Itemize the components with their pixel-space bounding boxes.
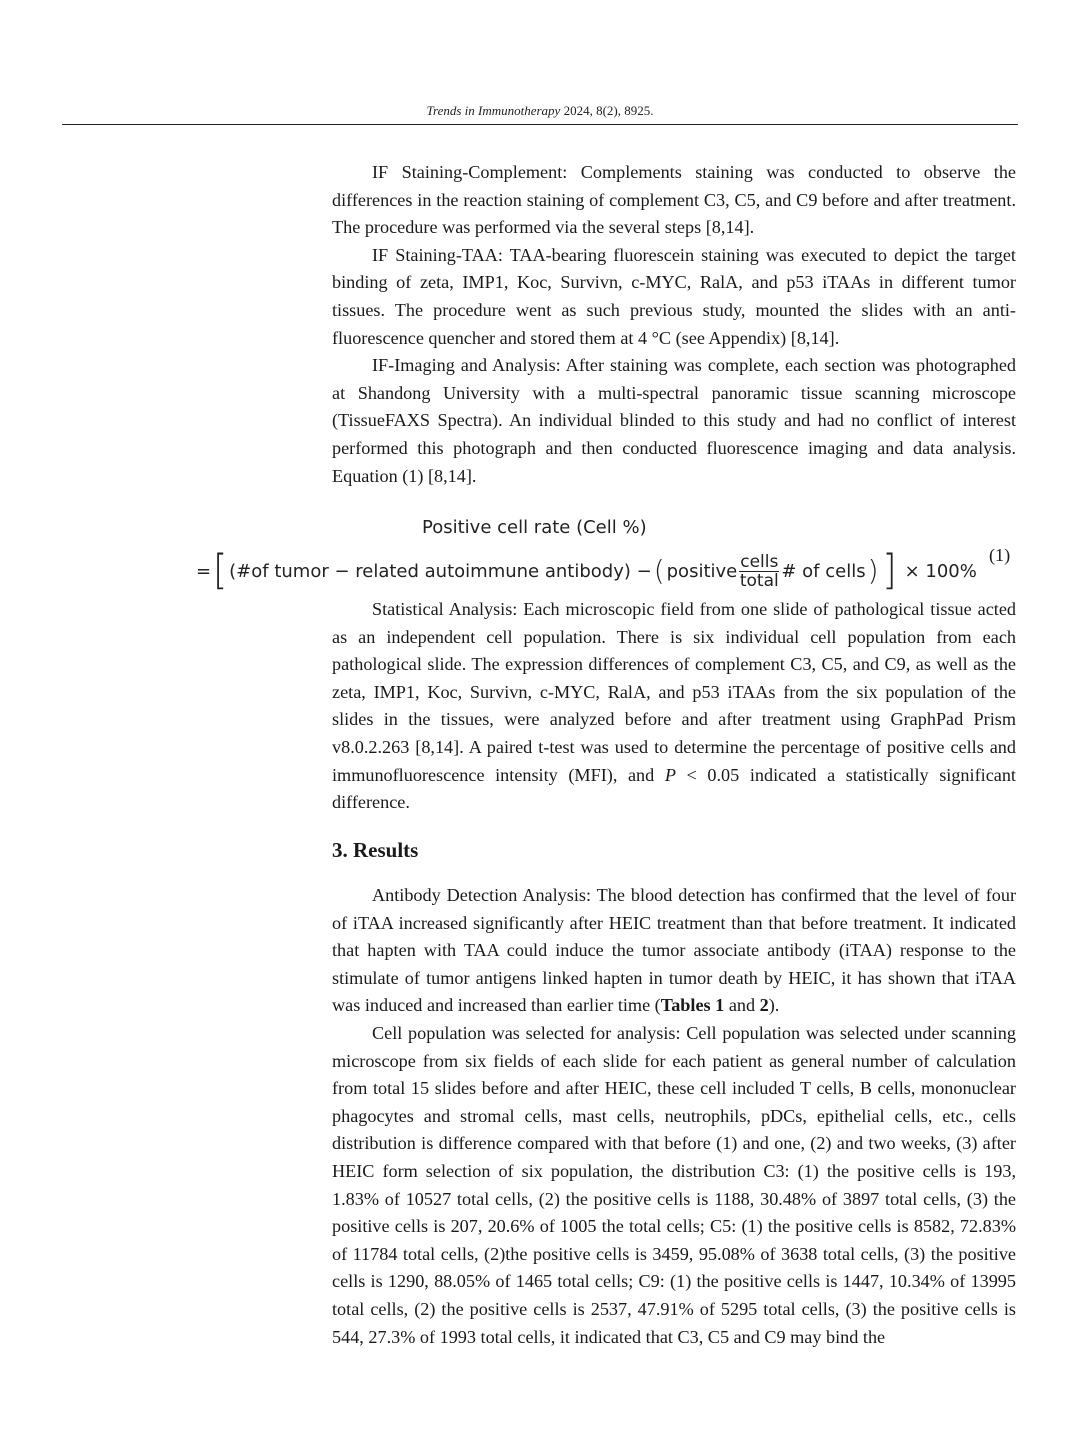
results-block (332, 882, 1016, 1351)
equation-close-paren: ) (867, 554, 879, 587)
results-text-mid: and (724, 995, 760, 1016)
equation-equals: = (196, 560, 212, 582)
fraction-numerator: cells (740, 551, 779, 572)
equation-number: (1) (989, 545, 1011, 565)
results-text-c: ). (768, 995, 780, 1016)
stat-p-symbol: P (664, 764, 676, 785)
header-rule (62, 124, 1018, 125)
equation-fraction (739, 553, 779, 590)
equation-rhs (196, 545, 977, 597)
equation-term3: # of cells (781, 560, 866, 582)
equation-close-bracket: ] (882, 546, 897, 594)
paragraph-if-staining-taa: IF Staining-TAA: TAA-bearing fluorescein staining was executed to depict the target binding of zeta, IMP1, Koc, Survivn, c-MYC, RalA, and p53 iTAAs in different tumor tissues. The procedure went as such previous study, mounted the slides with an anti-fluorescence quencher and stored them at 4 °C (see Appendix) [8,14]. (332, 244, 1016, 348)
equation-tail: × 100% (904, 560, 977, 582)
paragraph-if-staining-complement: IF Staining-Complement: Complements staining was conducted to observe the differences in the reaction staining of complement C3, C5, and C9 before and after treatment. The procedure was performed via the several steps [8,14]. (332, 162, 1016, 238)
stat-text-a: Statistical Analysis: Each microscopic field from one slide of pathological tissue acted as an independent cell population. There is six individual cell population from each pathological slide. The expression differences of complement C3, C5, and C9, as well as the zeta, IMP1, Koc, Survivn, c-MYC, RalA, and p53 iTAAs from the six population of the slides in the tissues, were analyzed before and after treatment using GraphPad Prism v8.0.2.263 [8,14]. A paired t-test was used to determine the percentage of positive cells and immunofluorescence intensity (MFI), and (332, 599, 1016, 785)
equation-open-bracket: [ (213, 546, 228, 594)
results-text-a: Antibody Detection Analysis: The blood detection has confirmed that the level of four of iTAA increased significantly after HEIC treatment than that before treatment. It indicated that hapten with TAA could induce the tumor associate antibody (iTAA) response to the stimulate of tumor antigens linked hapten in tumor death by HEIC, it has shown that iTAA was induced and increased than earlier time ( (332, 885, 1016, 1016)
section-title-results: 3. Results (332, 838, 419, 862)
tables-ref-1: Tables 1 (660, 995, 725, 1016)
stat-text-b: < 0.05 indicated a statistically significant difference. (332, 764, 1016, 813)
paragraph-if-imaging-analysis: IF-Imaging and Analysis: After staining was complete, each section was photographed at Shandong University with a multi-spectral panoramic tissue scanning microscope (TissueFAXS Spectra). An individual blinded to this study and had no conflict of interest performed this photograph and then conducted fluorescence imaging and data analysis. Equation (1) [8,14]. (332, 355, 1016, 486)
methods-block-bottom (332, 596, 1016, 817)
methods-block-top (332, 159, 1016, 490)
equation-term2: positive (666, 560, 738, 582)
equation-lhs: Positive cell rate (Cell %) (422, 517, 647, 538)
paragraph-antibody-detection (332, 882, 1016, 1020)
journal-name: Trends in Immunotherapy (426, 103, 561, 118)
tables-ref-2: 2 (759, 995, 769, 1016)
paragraph-cell-population: Cell population was selected for analysis: Cell population was selected under scanning microscope from six fields of each slide for each patient as general number of calculation from total 15 slides before and after HEIC, these cell included T cells, B cells, mononuclear phagocytes and stromal cells, mast cells, neutrophils, pDCs, epithelial cells, etc., cells distribution is difference compared with that before (1) and one, (2) and two weeks, (3) after HEIC form selection of six population, the distribution C3: (1) the positive cells is 193, 1.83% of 10527 total cells, (2) the positive cells is 1188, 30.48% of 3897 total cells, (3) the positive cells is 207, 20.6% of 1005 the total cells; C5: (1) the positive cells is 8582, 72.83% of 11784 total cells, (2)the positive cells is 3459, 95.08% of 3638 total cells, (3) the positive cells is 1290, 88.05% of 1465 total cells; C9: (1) the positive cells is 1447, 10.34% of 13995 total cells, (2) the positive cells is 2537, 47.91% of 5295 total cells, (3) the positive cells is 544, 27.3% of 1993 total cells, it indicated that C3, C5 and C9 may bind the (332, 1022, 1016, 1347)
fraction-denominator: total (739, 570, 779, 591)
equation-open-paren: ( (653, 554, 665, 587)
journal-citation: 2024, 8(2), 8925. (560, 103, 654, 118)
equation-term1: (#of tumor − related autoimmune antibody) − (229, 560, 652, 582)
paragraph-statistical-analysis (332, 596, 1016, 817)
running-head (0, 103, 1080, 119)
